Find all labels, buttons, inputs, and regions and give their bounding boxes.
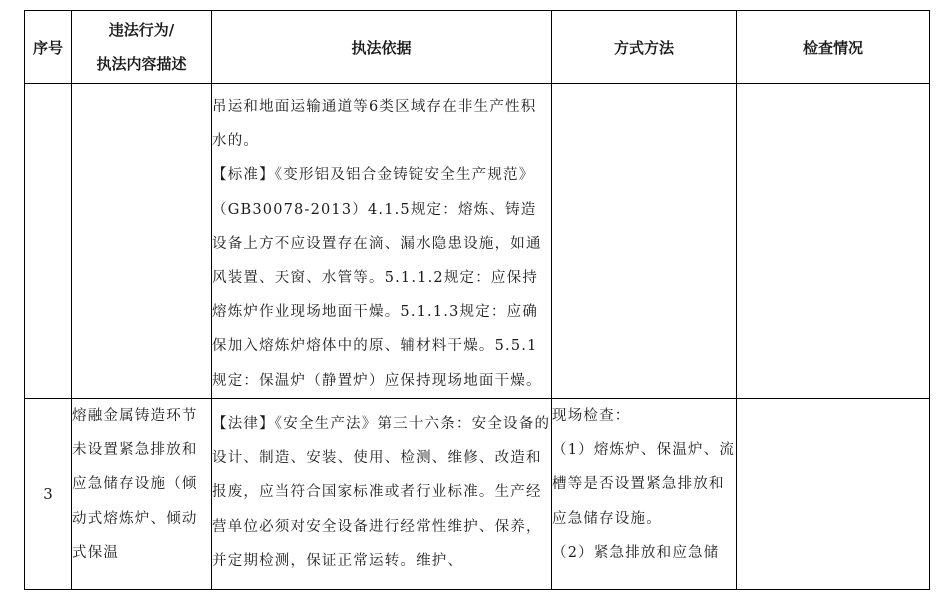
legal-basis-text: 吊运和地面运输通道等6类区域存在非生产性积水的。 [212, 99, 537, 150]
violation-cell [72, 399, 212, 590]
legal-basis-standard-text: 【标准】《变形铝及铝合金铸锭安全生产规范》（GB30078-2013）4.1.5规定：熔炼、铸造设备上方不应设置存在滴、漏水隐患设施，如通风装置、天窗、水管等。5.1.1.2规定：应保持熔炼炉作业现场地面干燥。5.1.1.3规定：应确保加入熔炼炉熔体中的原、辅材料干燥。5.5.1规定：保温炉（静置炉）应保持现场地面干燥。 [212, 167, 542, 389]
violation-text: 熔融金属铸造环节未设置紧急排放和应急储存设施（倾动式熔炼炉、倾动式保温 [72, 408, 198, 561]
method-item-1: （1）熔炼炉、保温炉、流槽等是否设置紧急排放和应急储存设施。 [552, 442, 736, 527]
legal-basis-cell [212, 399, 552, 590]
inspection-cell [737, 84, 930, 399]
method-cell [552, 399, 737, 590]
table-row [25, 84, 930, 399]
enforcement-table [24, 10, 930, 590]
header-row [25, 11, 930, 84]
legal-basis-cell [212, 84, 552, 399]
method-cell [552, 84, 737, 399]
header-inspection: 检查情况 [737, 11, 930, 84]
method-heading: 现场检查： [552, 408, 631, 424]
method-item-2: （2）紧急排放和应急储 [552, 544, 720, 561]
header-legal-basis: 执法依据 [212, 11, 552, 84]
header-method: 方式方法 [552, 11, 737, 84]
row-number [25, 84, 72, 399]
header-violation-line2: 执法内容描述 [96, 55, 187, 73]
inspection-cell [737, 399, 930, 590]
table-row [25, 399, 930, 590]
row-number: 3 [25, 399, 72, 590]
header-no: 序号 [25, 11, 72, 84]
header-violation [72, 11, 212, 84]
legal-basis-text: 【法律】《安全生产法》第三十六条：安全设备的设计、制造、安装、使用、检测、维修、改造和报废，应当符合国家标准或者行业标准。生产经营单位必须对安全设备进行经常性维护、保养，并定期检测，保证正常运转。维护、 [212, 416, 551, 569]
header-violation-line1: 违法行为/ [108, 21, 175, 39]
violation-cell [72, 84, 212, 399]
